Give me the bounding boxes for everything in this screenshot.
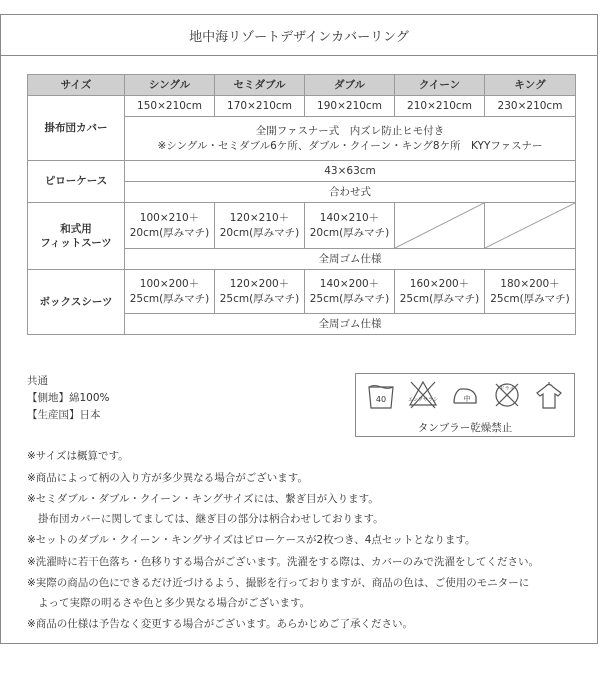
- box-size-single-depth: 25cm(厚みマチ): [129, 292, 210, 305]
- fitted-note: 全周ゴム仕様: [125, 249, 576, 270]
- list-item: ※商品の仕様は予告なく変更する場合がございます。あらかじめご了承ください。: [27, 618, 413, 630]
- list-item: ※セミダブル・ダブル・クイーン・キングサイズには、繋ぎ目が入ります。: [27, 493, 379, 505]
- pillow-size: 43×63cm: [125, 161, 576, 182]
- header-queen: クイーン: [395, 75, 485, 96]
- row-label-fitted: [28, 203, 125, 270]
- care-label-text: タンブラー乾燥禁止: [417, 422, 513, 434]
- origin-info: 【生産国】日本: [27, 409, 101, 421]
- fitted-size-king-na: [485, 203, 576, 249]
- diagonal-slash-icon: [485, 203, 575, 248]
- fitted-size-single-depth: 20cm(厚みマチ): [129, 226, 210, 239]
- table-header-row: [28, 75, 576, 96]
- pillow-note: 合わせ式: [125, 182, 576, 203]
- material-info: 【側地】綿100%: [27, 392, 110, 404]
- list-item: 掛布団カバーに関してましては、継ぎ目の部分は柄合わせしております。: [38, 513, 384, 525]
- box-size-queen-dim: 160×200＋: [409, 278, 470, 291]
- box-size-single-dim: 100×200＋: [139, 278, 200, 291]
- wash-temp-label: 40: [375, 395, 387, 404]
- row-label-box: ボックスシーツ: [28, 270, 125, 335]
- care-icons: [356, 374, 574, 417]
- box-size-semi-double-dim: 120×200＋: [229, 278, 290, 291]
- box-size-double-dim: 140×200＋: [319, 278, 380, 291]
- fitted-size-single: [125, 203, 215, 249]
- box-size-double: [305, 270, 395, 314]
- fitted-size-double: [305, 203, 395, 249]
- box-size-semi-double-depth: 25cm(厚みマチ): [219, 292, 300, 305]
- notes-list: [27, 445, 587, 635]
- iron-medium-icon: [450, 379, 480, 411]
- duvet-notes: [125, 117, 576, 161]
- box-note: 全周ゴム仕様: [125, 314, 576, 335]
- fitted-size-semi-double: [215, 203, 305, 249]
- fitted-size-single-dim: 100×210＋: [139, 212, 200, 225]
- duvet-note-ties: ※シングル・セミダブル6ケ所、ダブル・クイーン・キング8ケ所 KYYファスナー: [157, 139, 543, 152]
- box-size-king: [485, 270, 576, 314]
- list-item: ※商品によって柄の入り方が多少異なる場合がございます。: [27, 472, 308, 484]
- hang-dry-icon: [534, 379, 564, 411]
- row-label-pillow: ピローケース: [28, 161, 125, 203]
- box-size-double-depth: 25cm(厚みマチ): [309, 292, 390, 305]
- fitted-label-line2: フィットスーツ: [40, 237, 112, 249]
- diagonal-slash-icon: [395, 203, 484, 248]
- fitted-size-semi-double-depth: 20cm(厚みマチ): [219, 226, 300, 239]
- common-info: [27, 373, 110, 424]
- row-label-duvet: 掛布団カバー: [28, 96, 125, 161]
- box-size-king-depth: 25cm(厚みマチ): [490, 292, 570, 305]
- list-item: ※実際の商品の色にできるだけ近づけるよう、撮影を行っておりますが、商品の色は、ご使用のモニターに: [27, 577, 530, 589]
- header-size: サイズ: [28, 75, 125, 96]
- fitted-size-double-depth: 20cm(厚みマチ): [309, 226, 390, 239]
- no-bleach-label: エンソサラシ: [408, 397, 438, 403]
- box-size-queen: [395, 270, 485, 314]
- list-item: ※サイズは概算です。: [27, 450, 129, 462]
- dry-label: ドライ: [499, 386, 515, 392]
- list-item: ※セットのダブル・クイーン・キングサイズはピローケースが2枚つき、4点セットとなります。: [27, 534, 476, 546]
- header-semi-double: セミダブル: [215, 75, 305, 96]
- no-chlorine-bleach-icon: [408, 379, 438, 411]
- table-row: [28, 96, 576, 117]
- header-single: シングル: [125, 75, 215, 96]
- size-spec-table: [27, 74, 576, 335]
- header-double: ダブル: [305, 75, 395, 96]
- table-row: [28, 161, 576, 182]
- fitted-label-line1: 和式用: [60, 222, 92, 235]
- care-label-box: [355, 373, 575, 437]
- box-size-single: [125, 270, 215, 314]
- fitted-size-queen-na: [395, 203, 485, 249]
- common-heading: 共通: [27, 375, 48, 387]
- box-size-king-dim: 180×200＋: [500, 278, 560, 291]
- no-dry-clean-icon: [492, 379, 522, 411]
- duvet-size-king: 230×210cm: [485, 96, 576, 117]
- list-item: よって実際の明るさや色と多少異なる場合がございます。: [38, 597, 311, 609]
- duvet-size-semi-double: 170×210cm: [215, 96, 305, 117]
- table-row: [28, 270, 576, 314]
- page-title: 地中海リゾートデザインカバーリング: [1, 15, 597, 56]
- box-size-semi-double: [215, 270, 305, 314]
- iron-temp-label: 中: [463, 395, 471, 403]
- wash-40-icon: [366, 379, 396, 411]
- list-item: ※洗濯時に若干色落ち・色移りする場合がございます。洗濯をする際は、カバーのみで洗濯をしてください。: [27, 556, 539, 568]
- duvet-note-zipper: 全開ファスナー式 内ズレ防止ヒモ付き: [255, 125, 445, 138]
- fitted-size-semi-double-dim: 120×210＋: [229, 212, 290, 225]
- box-size-queen-depth: 25cm(厚みマチ): [399, 292, 480, 305]
- header-king: キング: [485, 75, 576, 96]
- fitted-size-double-dim: 140×210＋: [319, 212, 380, 225]
- table-row: [28, 203, 576, 249]
- duvet-size-double: 190×210cm: [305, 96, 395, 117]
- duvet-size-single: 150×210cm: [125, 96, 215, 117]
- duvet-size-queen: 210×210cm: [395, 96, 485, 117]
